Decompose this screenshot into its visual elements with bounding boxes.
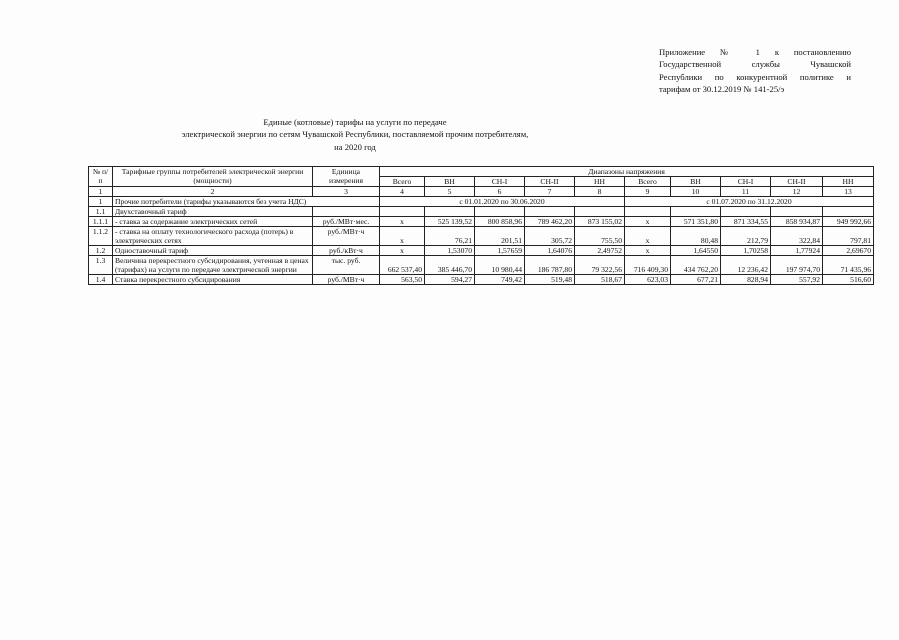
level-header: НН: [575, 177, 625, 187]
value-cell: 789 462,20: [525, 217, 575, 227]
level-header: СН-I: [475, 177, 525, 187]
level-header: СН-II: [771, 177, 823, 187]
value-cell: 12 236,42: [721, 256, 771, 275]
row-number: 1.1.1: [89, 217, 113, 227]
column-number: 7: [525, 187, 575, 197]
value-cell: x: [625, 246, 671, 256]
document-title: [130, 116, 580, 153]
value-cell: 2,49752: [575, 246, 625, 256]
column-number: 12: [771, 187, 823, 197]
header-row: [89, 167, 874, 177]
row-unit: руб./МВт·мес.: [313, 217, 380, 227]
table-row: [89, 275, 874, 285]
value-cell: 80,48: [671, 227, 721, 246]
value-cell: 1,64550: [671, 246, 721, 256]
appendix-line: Республики по конкурентной политике и: [659, 71, 851, 82]
value-cell: 755,50: [575, 227, 625, 246]
column-number: 1: [89, 187, 113, 197]
appendix-line: тарифам от 30.12.2019 № 141-25/э: [659, 84, 785, 95]
value-cell: 749,42: [475, 275, 525, 285]
value-cell: 79 322,56: [575, 256, 625, 275]
column-numbers-row: [89, 187, 874, 197]
level-header: ВН: [671, 177, 721, 187]
value-cell: 1,57659: [475, 246, 525, 256]
column-number: 9: [625, 187, 671, 197]
value-cell: 797,81: [823, 227, 874, 246]
title-line-3: на 2020 год: [334, 141, 376, 152]
value-cell: 322,84: [771, 227, 823, 246]
row-label: Двухставочный тариф: [113, 207, 313, 217]
value-cell: 76,21: [425, 227, 475, 246]
value-cell: 800 858,96: [475, 217, 525, 227]
level-header: Всего: [380, 177, 425, 187]
row-label: Величина перекрестного субсидирования, учтенная в ценах (тарифах) на услуги по передаче электрической энергии: [113, 256, 313, 275]
value-cell: x: [380, 217, 425, 227]
value-cell: 871 334,55: [721, 217, 771, 227]
title-line-2: электрической энергии по сетям Чувашской Республики, поставляемой прочим потребителям,: [181, 129, 529, 140]
empty-cell: [721, 207, 771, 217]
table-row: [89, 227, 874, 246]
column-number: 3: [313, 187, 380, 197]
row-number: 1.1: [89, 207, 113, 217]
column-number: 5: [425, 187, 475, 197]
value-cell: 201,51: [475, 227, 525, 246]
value-cell: 71 435,96: [823, 256, 874, 275]
value-cell: 623,03: [625, 275, 671, 285]
col-num-header: № п/п: [89, 167, 113, 187]
other-consumers-row: [89, 197, 874, 207]
value-cell: 2,69670: [823, 246, 874, 256]
two-part-tariff-row: [89, 207, 874, 217]
empty-cell: [625, 207, 671, 217]
row-unit: руб./МВт·ч: [313, 227, 380, 246]
row-number: 1.2: [89, 246, 113, 256]
row-label: Одноставочный тариф: [113, 246, 313, 256]
value-cell: 434 762,20: [671, 256, 721, 275]
row-label: Прочие потребители (тарифы указываются без учета НДС): [113, 197, 380, 207]
value-cell: 557,92: [771, 275, 823, 285]
level-header: СН-II: [525, 177, 575, 187]
row-label: Ставка перекрестного субсидирования: [113, 275, 313, 285]
value-cell: 873 155,02: [575, 217, 625, 227]
table-row: [89, 246, 874, 256]
value-cell: 1,64076: [525, 246, 575, 256]
period-second-half: с 01.07.2020 по 31.12.2020: [625, 197, 874, 207]
value-cell: 516,60: [823, 275, 874, 285]
period-first-half: с 01.01.2020 по 30.06.2020: [380, 197, 625, 207]
value-cell: 571 351,80: [671, 217, 721, 227]
value-cell: 1,77924: [771, 246, 823, 256]
empty-cell: [475, 207, 525, 217]
column-number: 10: [671, 187, 721, 197]
row-number: 1.4: [89, 275, 113, 285]
empty-cell: [525, 207, 575, 217]
value-cell: 197 974,70: [771, 256, 823, 275]
empty-cell: [425, 207, 475, 217]
value-cell: 212,79: [721, 227, 771, 246]
value-cell: 385 446,70: [425, 256, 475, 275]
empty-cell: [575, 207, 625, 217]
appendix-note: [659, 46, 851, 96]
empty-cell: [671, 207, 721, 217]
row-number: 1.3: [89, 256, 113, 275]
column-number: 2: [113, 187, 313, 197]
value-cell: 186 787,80: [525, 256, 575, 275]
value-cell: x: [625, 217, 671, 227]
value-cell: 677,21: [671, 275, 721, 285]
row-label: - ставка на оплату технологического расхода (потерь) в электрических сетях: [113, 227, 313, 246]
level-header: НН: [823, 177, 874, 187]
value-cell: 716 409,30: [625, 256, 671, 275]
row-unit: руб./кВт·ч: [313, 246, 380, 256]
value-cell: 519,48: [525, 275, 575, 285]
row-number: 1.1.2: [89, 227, 113, 246]
column-number: 4: [380, 187, 425, 197]
column-number: 6: [475, 187, 525, 197]
col-unit-header: Единица измерения: [313, 167, 380, 187]
value-cell: 594,27: [425, 275, 475, 285]
value-cell: 10 980,44: [475, 256, 525, 275]
value-cell: x: [380, 227, 425, 246]
value-cell: 1,70258: [721, 246, 771, 256]
empty-cell: [380, 207, 425, 217]
tariff-table: [88, 166, 874, 285]
column-number: 8: [575, 187, 625, 197]
value-cell: 662 537,40: [380, 256, 425, 275]
empty-cell: [771, 207, 823, 217]
level-header: СН-I: [721, 177, 771, 187]
table-row: [89, 256, 874, 275]
value-cell: 518,67: [575, 275, 625, 285]
table-row: [89, 217, 874, 227]
row-unit: тыс. руб.: [313, 256, 380, 275]
voltage-ranges-header: Диапазоны напряжения: [380, 167, 874, 177]
appendix-line: Государственной службы Чувашской: [659, 59, 851, 70]
value-cell: 858 934,87: [771, 217, 823, 227]
title-line-1: Единые (котловые) тарифы на услуги по передаче: [263, 117, 447, 127]
value-cell: x: [380, 246, 425, 256]
column-number: 11: [721, 187, 771, 197]
value-cell: 828,94: [721, 275, 771, 285]
value-cell: 563,50: [380, 275, 425, 285]
value-cell: 525 139,52: [425, 217, 475, 227]
empty-cell: [823, 207, 874, 217]
col-group-header: Тарифные группы потребителей электрической энергии (мощности): [113, 167, 313, 187]
row-unit: руб./МВт·ч: [313, 275, 380, 285]
row-label: - ставка за содержание электрических сетей: [113, 217, 313, 227]
level-header: Всего: [625, 177, 671, 187]
level-header: ВН: [425, 177, 475, 187]
column-number: 13: [823, 187, 874, 197]
value-cell: 305,72: [525, 227, 575, 246]
appendix-line: Приложение № 1 к постановлению: [659, 47, 851, 57]
row-number: 1: [89, 197, 113, 207]
value-cell: 1,53070: [425, 246, 475, 256]
empty-cell: [313, 207, 380, 217]
value-cell: 949 992,66: [823, 217, 874, 227]
value-cell: x: [625, 227, 671, 246]
